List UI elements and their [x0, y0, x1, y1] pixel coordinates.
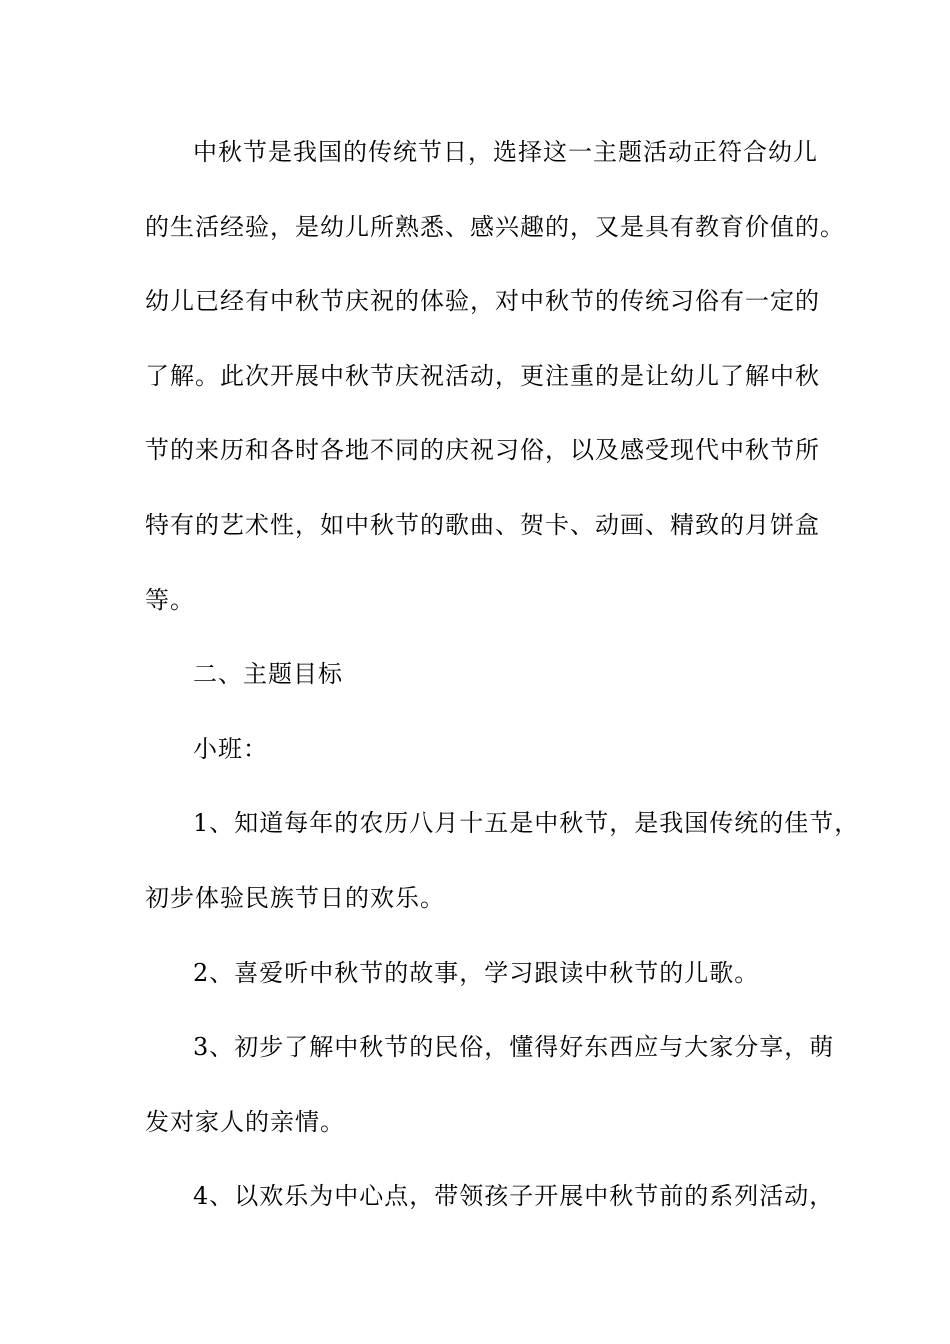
- text-line: 4、以欢乐为中心点，带领孩子开展中秋节前的系列活动，: [193, 1182, 835, 1210]
- subheading-small-class: [0, 729, 950, 769]
- text-line: 发对家人的亲情。: [145, 1108, 345, 1136]
- paragraph-intro-line-2: [0, 207, 950, 247]
- paragraph-intro-line-1: [0, 132, 950, 172]
- goal-3-line-2: [0, 1102, 950, 1142]
- text-line: 2、喜爱听中秋节的故事，学习跟读中秋节的儿歌。: [193, 959, 760, 987]
- text-line: 3、初步了解中秋节的民俗，懂得好东西应与大家分享，萌: [193, 1033, 835, 1061]
- section-heading: [0, 654, 950, 694]
- text-line: 初步体验民族节日的欢乐。: [145, 884, 445, 912]
- paragraph-intro-line-3: [0, 281, 950, 321]
- goal-1-line-2: [0, 878, 950, 918]
- text-line: 中秋节是我国的传统节日，选择这一主题活动正符合幼儿: [193, 138, 818, 166]
- text-line: 幼儿已经有中秋节庆祝的体验，对中秋节的传统习俗有一定的: [145, 287, 820, 315]
- text-line: 1、知道每年的农历八月十五是中秋节，是我国传统的佳节，: [193, 809, 860, 837]
- subheading-text: 小班：: [193, 735, 268, 763]
- section-heading-text: 二、主题目标: [193, 660, 343, 688]
- text-line: 了解。此次开展中秋节庆祝活动，更注重的是让幼儿了解中秋: [145, 362, 820, 390]
- text-line: 特有的艺术性，如中秋节的歌曲、贺卡、动画、精致的月饼盒: [145, 511, 820, 539]
- paragraph-intro-line-7: [0, 580, 950, 620]
- text-line: 节的来历和各时各地不同的庆祝习俗，以及感受现代中秋节所: [145, 436, 820, 464]
- text-line: 的生活经验，是幼儿所熟悉、感兴趣的，又是具有教育价值的。: [145, 213, 845, 241]
- goal-1-line-1: [0, 803, 950, 843]
- text-line: 等。: [145, 586, 195, 614]
- paragraph-intro-line-4: [0, 356, 950, 396]
- goal-4-line-1: [0, 1176, 950, 1216]
- goal-2-line-1: [0, 953, 950, 993]
- goal-3-line-1: [0, 1027, 950, 1067]
- paragraph-intro-line-6: [0, 505, 950, 545]
- paragraph-intro-line-5: [0, 430, 950, 470]
